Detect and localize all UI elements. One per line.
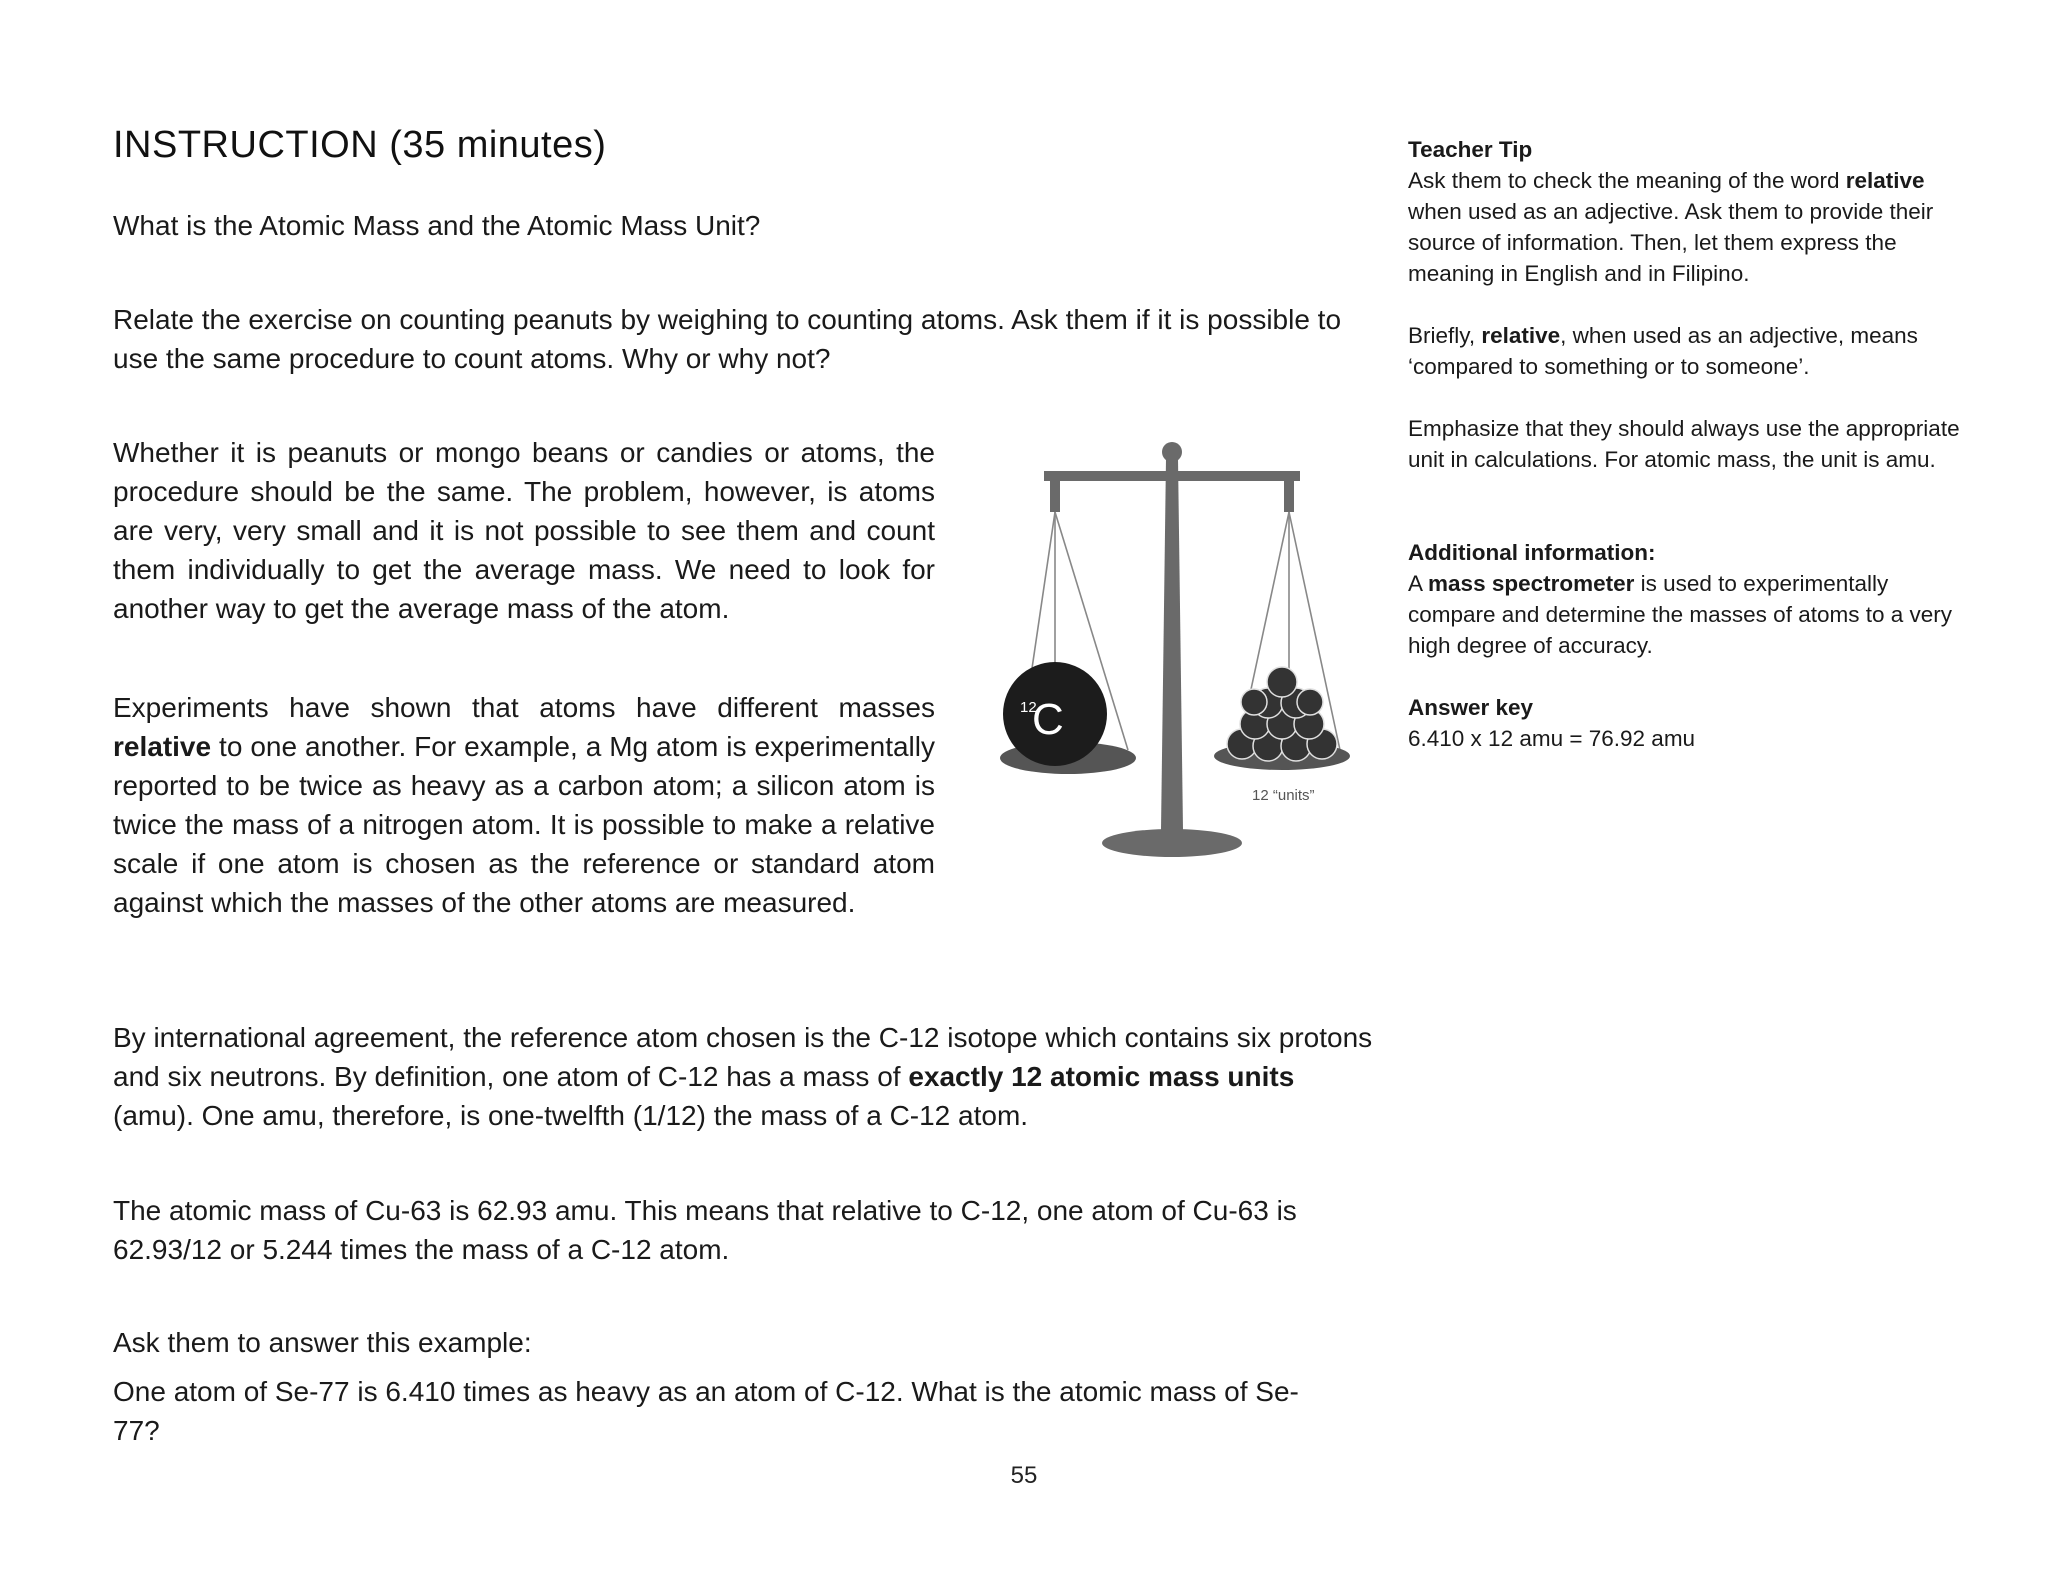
teacher-tip-3: Emphasize that they should always use the appropriate unit in calculations. For atomic mass, the unit is amu. xyxy=(1408,416,1960,472)
mass-spectrometer-term: mass spectrometer xyxy=(1428,571,1635,596)
teacher-tip-1 xyxy=(1408,165,1968,289)
whether-paragraph: Whether it is peanuts or mongo beans or candies or atoms, the procedure should be the same. The problem, however, is atoms are very, very small and it is not possible to see them and count them individually to get the average mass. We need to look for another way to get the average mass of the atom. xyxy=(113,437,935,624)
teacher-sidebar xyxy=(1408,134,1968,754)
tip1-bold: relative xyxy=(1845,168,1925,193)
intl-text-2: (amu). One amu, therefore, is one-twelfth (1/12) the mass of a C-12 atom. xyxy=(113,1100,1029,1131)
teacher-tip-2 xyxy=(1408,320,1968,382)
answer-key-title: Answer key xyxy=(1408,695,1534,720)
cu63-paragraph: The atomic mass of Cu-63 is 62.93 amu. This means that relative to C-12, one atom of Cu-63 is 62.93/12 or 5.244 times the mass of a C-12 atom. xyxy=(113,1195,1297,1265)
experiments-text-2: to one another. For example, a Mg atom is experimentally reported to be twice as heavy as a carbon atom; a silicon atom is twice the mass of a nitrogen atom. It is possible to make a relative scale if one atom is chosen as the reference or standard atom against which the masses of the other atoms are measured. xyxy=(113,731,935,918)
additional-info-title: Additional information: xyxy=(1408,540,1656,565)
teacher-tip-title: Teacher Tip xyxy=(1408,137,1533,162)
intl-text-1: By international agreement, the reference atom chosen is the C-12 isotope which contains six protons and six neutrons. By definition, one atom of C-12 has a mass of xyxy=(113,1022,1373,1092)
page-number: 55 xyxy=(1010,1462,1038,1489)
add-text-b: is used to experimentally compare and determine the masses of atoms to a very high degree of accuracy. xyxy=(1408,571,1953,658)
unit-balls-pile xyxy=(1227,667,1337,761)
answer-key-text: 6.410 x 12 amu = 76.92 amu xyxy=(1408,726,1696,751)
element-symbol-label: C xyxy=(1032,695,1064,744)
tip1-text-b: when used as an adjective. Ask them to provide their source of information. Then, let them express the meaning in English and in Filipino. xyxy=(1408,199,1934,286)
relative-term: relative xyxy=(113,731,212,762)
tip1-text-a: Ask them to check the meaning of the word xyxy=(1408,168,1846,193)
balance-scale-figure xyxy=(980,430,1350,860)
amu-definition-term: exactly 12 atomic mass units xyxy=(908,1061,1295,1092)
experiments-text-1: Experiments have shown that atoms have different masses xyxy=(113,692,935,723)
ask-prompt: Ask them to answer this example: xyxy=(113,1327,532,1358)
se77-question: One atom of Se-77 is 6.410 times as heavy as an atom of C-12. What is the atomic mass of Se-77? xyxy=(113,1376,1299,1446)
relate-paragraph: Relate the exercise on counting peanuts by weighing to counting atoms. Ask them if it is possible to use the same procedure to count atoms. Why or why not? xyxy=(113,304,1342,374)
mass-number-label: 12 xyxy=(1020,699,1037,716)
section-heading: INSTRUCTION (35 minutes) xyxy=(113,124,607,166)
tip2-text-a: Briefly, xyxy=(1408,323,1482,348)
international-agreement-paragraph xyxy=(113,1018,1373,1135)
carbon-atom xyxy=(1003,662,1107,766)
units-label: 12 “units” xyxy=(1252,787,1315,804)
question-text: What is the Atomic Mass and the Atomic Mass Unit? xyxy=(113,210,761,241)
tip2-text-b: , when used as an adjective, means ‘compared to something or to someone’. xyxy=(1408,323,1918,379)
experiments-paragraph xyxy=(113,688,935,922)
add-text-a: A xyxy=(1408,571,1429,596)
additional-info-text xyxy=(1408,568,1968,661)
tip2-bold: relative xyxy=(1481,323,1561,348)
